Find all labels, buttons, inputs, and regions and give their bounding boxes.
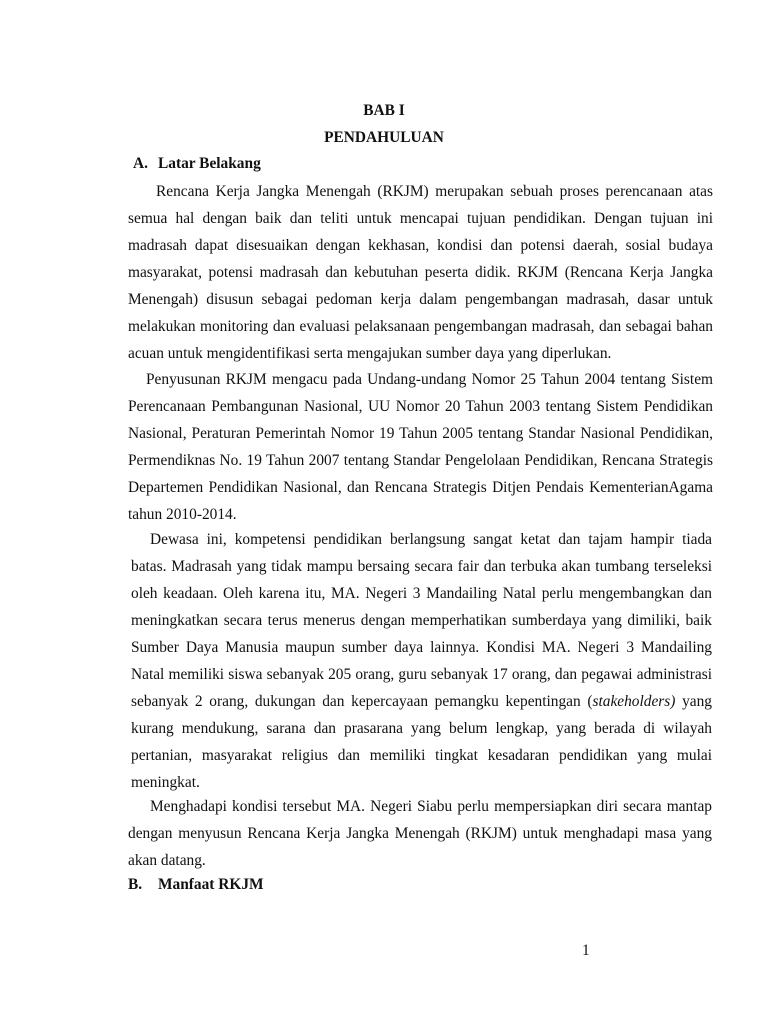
p2-line: tahun 2010-2014. — [128, 506, 237, 523]
p2-line: Departemen Pendidikan Nasional, dan Rencana Strategis Ditjen Pendais KementerianAgama — [128, 479, 713, 496]
p3-line: pertanian, masyarakat religius dan memiliki tingkat kesadaran pendidikan yang mulai — [131, 747, 712, 764]
section-b-title: Manfaat RKJM — [158, 876, 264, 893]
section-b-label: B. — [128, 876, 143, 893]
page-number: 1 — [582, 942, 590, 959]
p2-line: Nasional, Peraturan Pemerintah Nomor 19 Tahun 2005 tentang Standar Nasional Pendidikan, — [128, 425, 713, 442]
p1-line: melakukan monitoring dan evaluasi pelaksanaan pengembangan madrasah, dan sebagai bahan — [128, 318, 713, 335]
p3-line: Sumber Daya Manusia maupun sumber daya lainnya. Kondisi MA. Negeri 3 Mandailing — [131, 639, 712, 656]
p2-line: Penyusunan RKJM mengacu pada Undang-undang Nomor 25 Tahun 2004 tentang Sistem — [146, 371, 713, 388]
p1-line: Rencana Kerja Jangka Menengah (RKJM) merupakan sebuah proses perencanaan atas — [156, 183, 713, 200]
p3-line: oleh keadaan. Oleh karena itu, MA. Negeri 3 Mandailing Natal perlu mengembangkan dan — [131, 585, 712, 602]
p3-line-stakeholders — [131, 692, 712, 712]
p1-line: Menengah) disusun sebagai pedoman kerja dalam pengembangan madrasah, dasar untuk — [128, 291, 713, 308]
section-a-label: A. — [133, 155, 148, 172]
p4-line: dengan menyusun Rencana Kerja Jangka Menengah (RKJM) untuk menghadapi masa yang — [128, 825, 712, 842]
p1-line: semua hal dengan baik dan teliti untuk mencapai tujuan pendidikan. Dengan tujuan ini — [128, 210, 713, 227]
p3-text: yang — [675, 693, 712, 710]
chapter-number: BAB I — [363, 102, 405, 119]
stakeholders-term: stakeholders) — [592, 693, 676, 710]
p2-line: Perencanaan Pembangunan Nasional, UU Nomor 20 Tahun 2003 tentang Sistem Pendidikan — [128, 398, 713, 415]
p1-line: madrasah dapat disesuaikan dengan kekhasan, kondisi dan potensi daerah, sosial budaya — [128, 237, 713, 254]
p3-line: batas. Madrasah yang tidak mampu bersaing secara fair dan terbuka akan tumbang terseleksi — [131, 558, 712, 575]
p3-line: kurang mendukung, sarana dan prasarana yang belum lengkap, yang berada di wilayah — [131, 720, 712, 737]
p3-line: meningkatkan secara terus menerus dengan memperhatikan sumberdaya yang dimiliki, baik — [131, 612, 712, 629]
p1-line: acuan untuk mengidentifikasi serta mengajukan sumber daya yang diperlukan. — [128, 345, 612, 362]
chapter-title: PENDAHULUAN — [324, 129, 444, 146]
p3-line: Dewasa ini, kompetensi pendidikan berlangsung sangat ketat dan tajam hampir tiada — [150, 531, 712, 548]
p1-line: masyarakat, potensi madrasah dan kebutuhan peserta didik. RKJM (Rencana Kerja Jangka — [128, 264, 713, 281]
p3-text: sebanyak 2 orang, dukungan dan kepercayaan pemangku kepentingan ( — [131, 693, 593, 710]
p3-line: Natal memiliki siswa sebanyak 205 orang, guru sebanyak 17 orang, dan pegawai administrasi — [131, 666, 712, 683]
p3-line: meningkat. — [131, 774, 200, 791]
section-a-title: Latar Belakang — [158, 155, 261, 172]
section-a-heading — [133, 155, 261, 173]
p4-line: Menghadapi kondisi tersebut MA. Negeri Siabu perlu mempersiapkan diri secara mantap — [150, 798, 712, 815]
p4-line: akan datang. — [128, 852, 206, 869]
p2-line: Permendiknas No. 19 Tahun 2007 tentang Standar Pengelolaan Pendidikan, Rencana Strategis — [128, 452, 713, 469]
section-b-heading — [128, 876, 264, 894]
